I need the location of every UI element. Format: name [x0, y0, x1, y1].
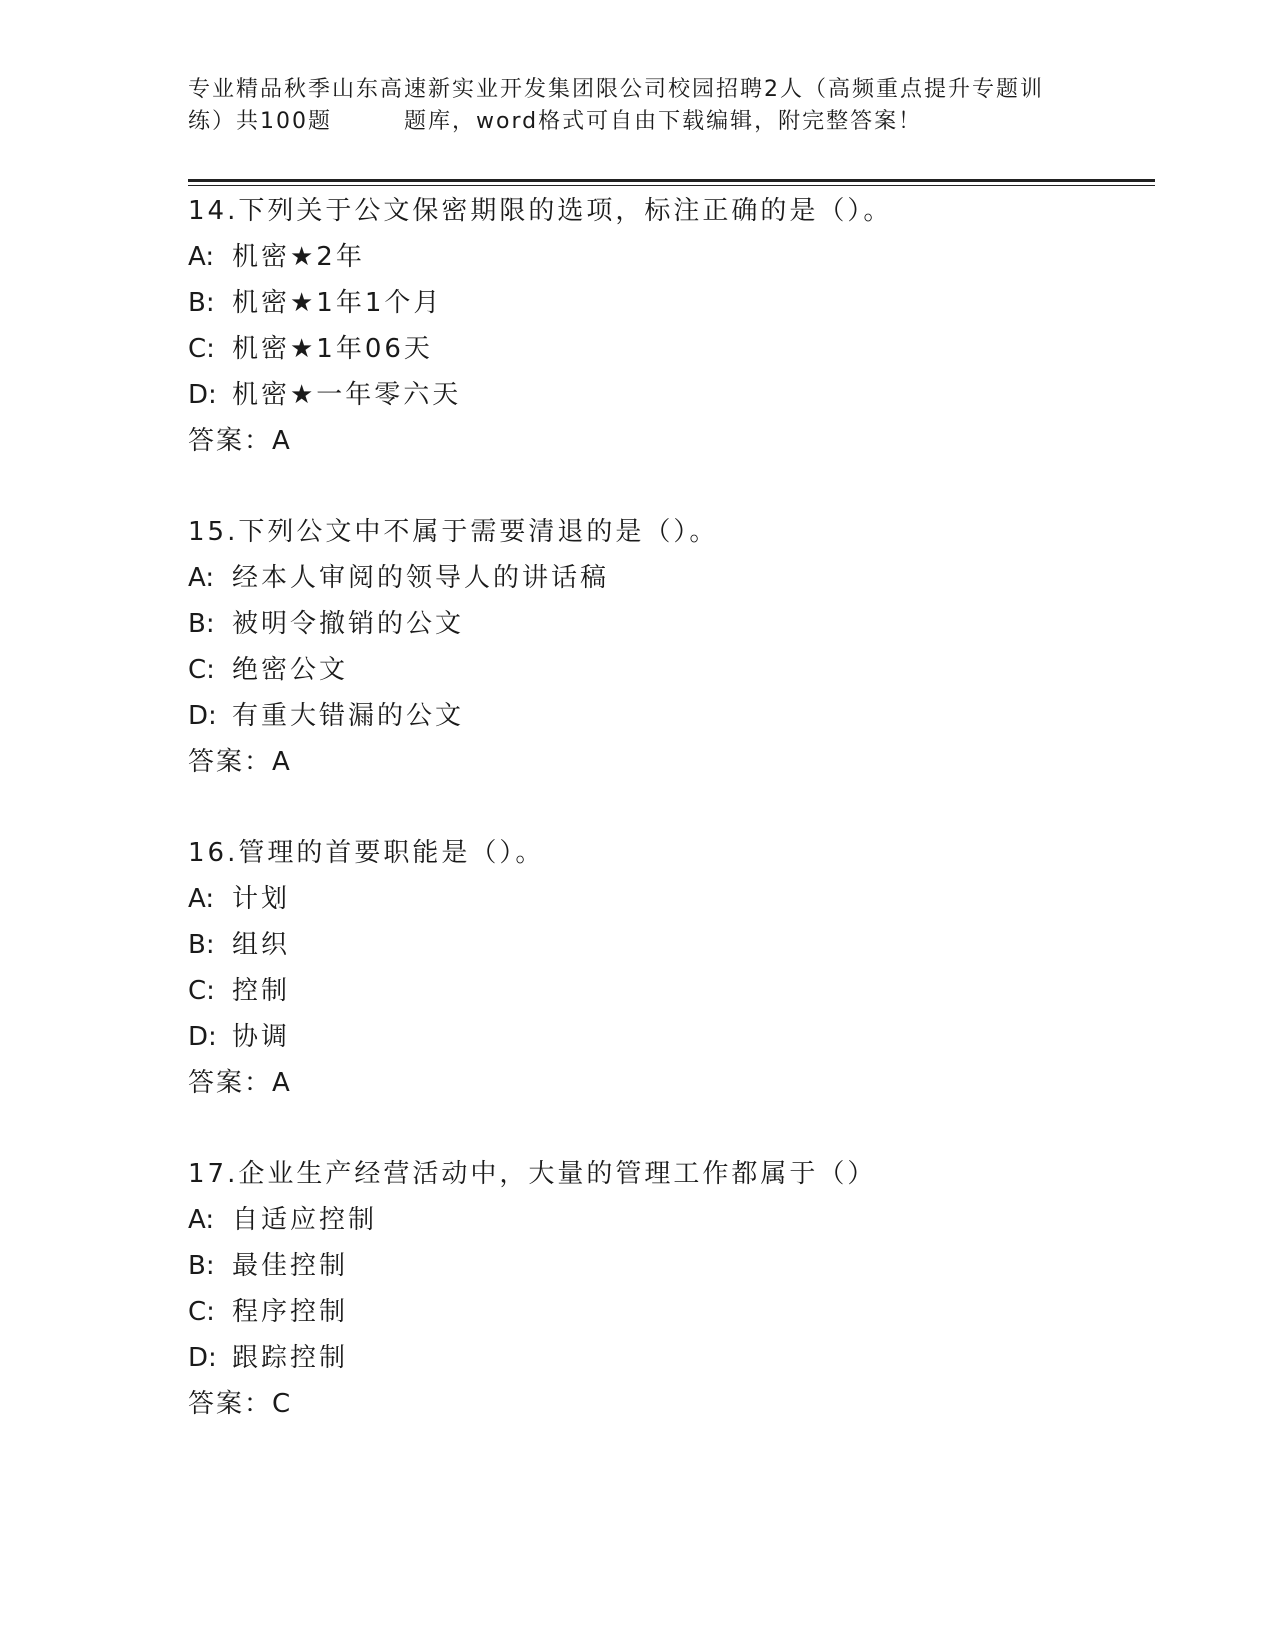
answer-line: 答案：C [188, 1389, 293, 1419]
option-text: 机密★1年06天 [232, 334, 433, 364]
option-key: C: [188, 976, 215, 1006]
option-text: 跟踪控制 [232, 1343, 349, 1373]
question-stem: 16.管理的首要职能是（）。 [188, 838, 545, 868]
option-key: D: [188, 701, 217, 731]
option-b [188, 280, 1148, 326]
option-key: D: [188, 1022, 217, 1052]
option-b [188, 1243, 1148, 1289]
option-text: 程序控制 [232, 1297, 349, 1327]
question-list [188, 188, 1148, 1472]
option-a [188, 555, 1148, 601]
question-15 [188, 509, 1148, 785]
option-text: 计划 [232, 884, 291, 914]
option-key: D: [188, 1343, 217, 1373]
option-d [188, 372, 1148, 418]
option-key: C: [188, 655, 215, 685]
option-text: 机密★1年1个月 [232, 288, 443, 318]
header-divider-thick [188, 179, 1155, 182]
answer-line: 答案：A [188, 426, 292, 456]
option-c [188, 1289, 1148, 1335]
option-a [188, 1197, 1148, 1243]
option-key: A: [188, 563, 215, 593]
option-text: 机密★一年零六天 [232, 380, 462, 410]
question-14 [188, 188, 1148, 464]
question-stem: 15.下列公文中不属于需要清退的是（）。 [188, 517, 719, 547]
option-key: B: [188, 1251, 215, 1281]
option-text: 被明令撤销的公文 [232, 609, 465, 639]
option-key: A: [188, 1205, 215, 1235]
option-a [188, 876, 1148, 922]
option-key: C: [188, 1297, 215, 1327]
option-text: 绝密公文 [232, 655, 349, 685]
option-b [188, 601, 1148, 647]
option-key: D: [188, 380, 217, 410]
option-key: B: [188, 609, 215, 639]
option-text: 协调 [232, 1022, 291, 1052]
document-header [188, 74, 1088, 138]
answer-line: 答案：A [188, 1068, 292, 1098]
option-key: C: [188, 334, 215, 364]
question-stem: 17.企业生产经营活动中，大量的管理工作都属于（） [188, 1159, 877, 1189]
option-key: B: [188, 288, 215, 318]
option-d [188, 693, 1148, 739]
question-stem: 14.下列关于公文保密期限的选项，标注正确的是（）。 [188, 196, 893, 226]
answer-line: 答案：A [188, 747, 292, 777]
option-key: A: [188, 884, 215, 914]
option-c [188, 968, 1148, 1014]
option-text: 组织 [232, 930, 291, 960]
option-b [188, 922, 1148, 968]
option-text: 控制 [232, 976, 291, 1006]
option-text: 最佳控制 [232, 1251, 349, 1281]
option-text: 机密★2年 [232, 242, 365, 272]
option-d [188, 1014, 1148, 1060]
question-16 [188, 830, 1148, 1106]
question-17 [188, 1151, 1148, 1427]
option-text: 自适应控制 [232, 1205, 378, 1235]
option-d [188, 1335, 1148, 1381]
option-c [188, 647, 1148, 693]
option-key: A: [188, 242, 215, 272]
option-text: 有重大错漏的公文 [232, 701, 465, 731]
option-a [188, 234, 1148, 280]
option-c [188, 326, 1148, 372]
header-title-line-2 [188, 106, 1088, 138]
header-title-line-1: 专业精品秋季山东高速新实业开发集团限公司校园招聘2人（高频重点提升专题训 [188, 77, 1044, 102]
option-key: B: [188, 930, 215, 960]
header-description: 题库，word格式可自由下载编辑，附完整答案！ [404, 109, 923, 134]
header-question-count: 练）共100题 [188, 109, 332, 134]
header-divider-thin [188, 185, 1155, 186]
option-text: 经本人审阅的领导人的讲话稿 [232, 563, 610, 593]
